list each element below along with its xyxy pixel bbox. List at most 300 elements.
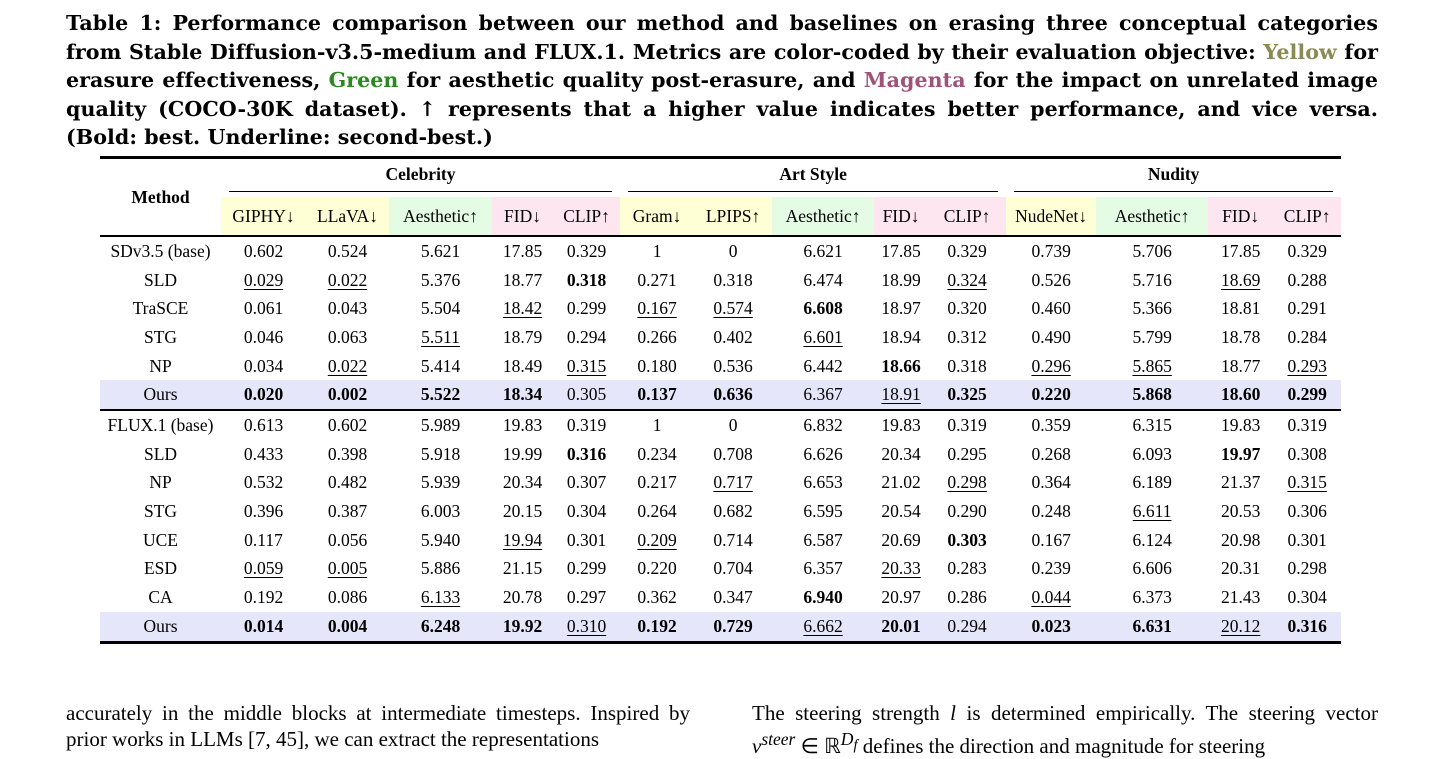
value-cell bbox=[221, 236, 306, 266]
value-text: 0.029 bbox=[243, 269, 284, 290]
value-cell bbox=[1208, 323, 1273, 352]
value-text: 0.192 bbox=[243, 587, 284, 608]
value-cell bbox=[221, 352, 306, 381]
value-text: 0.298 bbox=[947, 472, 987, 493]
value-cell bbox=[1006, 410, 1096, 440]
metric-header: Gram↓ bbox=[620, 197, 694, 236]
value-cell bbox=[306, 526, 389, 555]
value-text: 5.799 bbox=[1132, 326, 1172, 347]
value-text: 6.357 bbox=[803, 558, 843, 579]
value-cell bbox=[553, 612, 620, 642]
value-cell bbox=[928, 236, 1006, 266]
value-cell bbox=[306, 469, 389, 498]
value-text: 0.268 bbox=[1031, 443, 1071, 464]
value-cell bbox=[221, 323, 306, 352]
table-row bbox=[100, 236, 1341, 266]
value-text: 0.347 bbox=[713, 587, 753, 608]
value-cell bbox=[1208, 469, 1273, 498]
method-cell: SDv3.5 (base) bbox=[110, 240, 211, 261]
value-cell bbox=[772, 497, 874, 526]
value-text: 0.294 bbox=[947, 615, 987, 636]
value-cell bbox=[1096, 526, 1208, 555]
metric-header: LPIPS↑ bbox=[694, 197, 772, 236]
value-text: 17.85 bbox=[881, 240, 921, 261]
value-cell bbox=[553, 555, 620, 584]
value-cell bbox=[1273, 440, 1341, 469]
value-text: 6.189 bbox=[1132, 472, 1172, 493]
value-text: 0.291 bbox=[1287, 298, 1327, 319]
value-text: 6.315 bbox=[1132, 414, 1172, 435]
value-text: 0.288 bbox=[1287, 269, 1327, 290]
value-cell bbox=[221, 497, 306, 526]
value-cell bbox=[694, 323, 772, 352]
value-cell bbox=[874, 469, 928, 498]
value-text: 0.005 bbox=[327, 558, 368, 579]
value-cell bbox=[1096, 497, 1208, 526]
value-text: 0.532 bbox=[243, 472, 284, 493]
value-cell bbox=[1208, 380, 1273, 410]
value-cell bbox=[221, 612, 306, 642]
value-cell bbox=[1273, 266, 1341, 295]
value-cell bbox=[772, 583, 874, 612]
value-cell bbox=[553, 266, 620, 295]
value-text: 6.093 bbox=[1132, 443, 1172, 464]
value-cell bbox=[772, 612, 874, 642]
value-text: 5.940 bbox=[420, 529, 461, 550]
value-cell bbox=[389, 266, 492, 295]
value-text: 5.865 bbox=[1132, 355, 1172, 376]
method-cell: NP bbox=[149, 355, 172, 376]
value-cell bbox=[928, 497, 1006, 526]
value-cell bbox=[389, 555, 492, 584]
group-header-art-style bbox=[620, 158, 1006, 198]
value-text: 0.295 bbox=[947, 443, 987, 464]
value-cell bbox=[874, 526, 928, 555]
table-row-ours bbox=[100, 612, 1341, 642]
value-cell bbox=[1006, 555, 1096, 584]
metric-header: GIPHY↓ bbox=[221, 197, 306, 236]
value-text: 0.602 bbox=[327, 414, 368, 435]
value-text: 0.063 bbox=[327, 326, 368, 347]
value-cell bbox=[874, 612, 928, 642]
value-text: 0.316 bbox=[1287, 615, 1327, 636]
value-cell bbox=[1006, 266, 1096, 295]
value-cell bbox=[772, 469, 874, 498]
caption-text: for aesthetic quality post-erasure, and bbox=[398, 68, 864, 93]
value-text: 0.034 bbox=[243, 355, 284, 376]
group-label: Celebrity bbox=[229, 164, 612, 192]
value-text: 6.124 bbox=[1132, 529, 1172, 550]
value-cell bbox=[874, 380, 928, 410]
value-cell bbox=[492, 236, 553, 266]
value-cell bbox=[389, 583, 492, 612]
group-label: Art Style bbox=[628, 164, 998, 192]
value-cell bbox=[928, 555, 1006, 584]
value-cell bbox=[1006, 236, 1096, 266]
value-cell bbox=[492, 294, 553, 323]
value-text: 5.989 bbox=[420, 414, 461, 435]
value-cell bbox=[1273, 380, 1341, 410]
value-cell bbox=[1208, 410, 1273, 440]
method-cell: Ours bbox=[100, 380, 221, 410]
value-cell bbox=[694, 440, 772, 469]
value-cell bbox=[874, 410, 928, 440]
metric-header-row bbox=[100, 197, 1341, 236]
value-cell bbox=[306, 352, 389, 381]
body-text-right: The steering strength l is determined empirically. The steering vector $v^{steer}$ ∈ ℝ$^{D_f}$ defines the direction and magnitude for steering bbox=[752, 701, 1378, 758]
value-cell bbox=[1208, 294, 1273, 323]
value-text: 6.601 bbox=[803, 326, 843, 347]
value-cell bbox=[492, 266, 553, 295]
value-cell bbox=[492, 323, 553, 352]
value-text: 21.02 bbox=[881, 472, 921, 493]
group-header-nudity bbox=[1006, 158, 1341, 198]
table-row bbox=[100, 410, 1341, 440]
value-text: 0.362 bbox=[637, 587, 677, 608]
value-text: 0.023 bbox=[1031, 615, 1071, 636]
value-text: 6.367 bbox=[803, 384, 843, 405]
value-cell bbox=[772, 352, 874, 381]
value-text: 0.020 bbox=[243, 384, 284, 405]
value-cell bbox=[620, 352, 694, 381]
value-cell bbox=[1006, 612, 1096, 642]
value-cell bbox=[1208, 612, 1273, 642]
value-cell bbox=[694, 410, 772, 440]
value-text: 0.319 bbox=[1287, 414, 1327, 435]
value-cell bbox=[772, 555, 874, 584]
value-cell bbox=[620, 236, 694, 266]
value-text: 0.329 bbox=[566, 240, 607, 261]
value-cell bbox=[772, 266, 874, 295]
value-cell bbox=[306, 440, 389, 469]
value-cell bbox=[553, 236, 620, 266]
method-cell: TraSCE bbox=[132, 298, 189, 319]
value-cell bbox=[492, 440, 553, 469]
value-cell bbox=[1096, 612, 1208, 642]
value-cell bbox=[221, 583, 306, 612]
value-text: 19.83 bbox=[1220, 414, 1261, 435]
value-cell bbox=[1096, 236, 1208, 266]
value-text: 6.474 bbox=[803, 269, 843, 290]
value-text: 0.234 bbox=[637, 443, 677, 464]
value-text: 6.595 bbox=[803, 501, 843, 522]
value-text: 18.66 bbox=[881, 355, 921, 376]
metric-header: FID↓ bbox=[492, 197, 553, 236]
value-text: 0.046 bbox=[243, 326, 284, 347]
value-text: 18.49 bbox=[502, 355, 543, 376]
table-row bbox=[100, 266, 1341, 295]
value-text: 0.316 bbox=[566, 443, 607, 464]
value-text: 0.271 bbox=[637, 269, 677, 290]
value-text: 0.482 bbox=[327, 472, 368, 493]
value-cell bbox=[389, 526, 492, 555]
value-text: 0.299 bbox=[1287, 384, 1327, 405]
value-cell bbox=[928, 352, 1006, 381]
value-cell bbox=[928, 323, 1006, 352]
value-text: 0.717 bbox=[713, 472, 753, 493]
value-cell bbox=[1208, 266, 1273, 295]
value-text: 20.34 bbox=[881, 443, 921, 464]
value-cell bbox=[389, 236, 492, 266]
value-text: 20.15 bbox=[502, 501, 543, 522]
value-cell bbox=[1208, 440, 1273, 469]
value-text: 0.239 bbox=[1031, 558, 1071, 579]
value-text: 0.387 bbox=[327, 501, 368, 522]
value-text: 5.376 bbox=[420, 269, 461, 290]
value-cell bbox=[1273, 410, 1341, 440]
value-cell bbox=[492, 497, 553, 526]
value-text: 6.662 bbox=[803, 615, 843, 636]
value-text: 0.022 bbox=[327, 269, 368, 290]
value-text: 0.613 bbox=[243, 414, 284, 435]
value-cell bbox=[221, 380, 306, 410]
value-text: 0.296 bbox=[1031, 355, 1071, 376]
value-cell bbox=[874, 266, 928, 295]
value-text: 0.329 bbox=[947, 240, 987, 261]
value-text: 5.511 bbox=[421, 326, 460, 347]
value-text: 0.526 bbox=[1031, 269, 1071, 290]
value-cell bbox=[874, 555, 928, 584]
value-text: 19.92 bbox=[502, 615, 543, 636]
value-cell bbox=[620, 294, 694, 323]
value-text: 21.37 bbox=[1220, 472, 1261, 493]
caption-text: for erasure effectiveness, bbox=[66, 39, 1378, 93]
table-row bbox=[100, 294, 1341, 323]
value-cell bbox=[221, 294, 306, 323]
results-table bbox=[100, 156, 1341, 644]
value-text: 0.714 bbox=[713, 529, 753, 550]
value-text: 6.608 bbox=[803, 298, 843, 319]
caption-green-label: Green bbox=[328, 68, 399, 93]
value-text: 20.33 bbox=[881, 558, 921, 579]
value-text: 20.98 bbox=[1220, 529, 1261, 550]
value-cell bbox=[772, 440, 874, 469]
table-row bbox=[100, 352, 1341, 381]
value-text: 0.396 bbox=[243, 501, 284, 522]
value-text: 0.524 bbox=[327, 240, 368, 261]
table-row bbox=[100, 323, 1341, 352]
value-text: 0.137 bbox=[637, 384, 677, 405]
value-text: 18.60 bbox=[1220, 384, 1261, 405]
value-cell bbox=[620, 380, 694, 410]
value-text: 0.167 bbox=[1031, 529, 1071, 550]
value-cell bbox=[694, 294, 772, 323]
value-cell bbox=[306, 410, 389, 440]
method-cell: UCE bbox=[143, 529, 178, 550]
value-text: 0.305 bbox=[566, 384, 607, 405]
value-text: 0.729 bbox=[713, 615, 753, 636]
group-header-celebrity bbox=[221, 158, 620, 198]
value-cell bbox=[874, 497, 928, 526]
value-text: 0.286 bbox=[947, 587, 987, 608]
caption-text: for the impact on unrelated image quality (COCO-30K dataset). ↑ represents that a higher value indicates better performance, and vice versa. (Bold: best. Underline: second-best.) bbox=[66, 68, 1378, 150]
value-cell bbox=[694, 526, 772, 555]
group-label: Nudity bbox=[1014, 164, 1333, 192]
value-text: 17.85 bbox=[502, 240, 543, 261]
value-text: 0.293 bbox=[1287, 355, 1327, 376]
value-cell bbox=[1096, 440, 1208, 469]
value-cell bbox=[389, 612, 492, 642]
value-cell bbox=[553, 323, 620, 352]
value-text: 18.79 bbox=[502, 326, 543, 347]
value-text: 0.043 bbox=[327, 298, 368, 319]
value-cell bbox=[1006, 352, 1096, 381]
value-text: 0.248 bbox=[1031, 501, 1071, 522]
value-cell bbox=[306, 612, 389, 642]
value-text: 0.220 bbox=[637, 558, 677, 579]
value-text: 0.117 bbox=[244, 529, 283, 550]
value-text: 0.004 bbox=[327, 615, 368, 636]
value-cell bbox=[620, 583, 694, 612]
value-cell bbox=[306, 497, 389, 526]
value-text: 0.318 bbox=[566, 269, 607, 290]
value-cell bbox=[1006, 294, 1096, 323]
value-cell bbox=[620, 469, 694, 498]
table-row bbox=[100, 469, 1341, 498]
value-text: 20.53 bbox=[1220, 501, 1261, 522]
method-cell: FLUX.1 (base) bbox=[107, 414, 214, 435]
value-text: 0.264 bbox=[637, 501, 677, 522]
value-text: 18.78 bbox=[1220, 326, 1261, 347]
method-cell: STG bbox=[143, 326, 178, 347]
value-cell bbox=[389, 440, 492, 469]
value-text: 0.304 bbox=[1287, 587, 1327, 608]
method-header: Method bbox=[131, 186, 190, 207]
value-cell bbox=[928, 410, 1006, 440]
value-text: 1 bbox=[652, 414, 662, 435]
value-text: 0.217 bbox=[637, 472, 677, 493]
value-cell bbox=[389, 352, 492, 381]
value-cell bbox=[928, 583, 1006, 612]
value-cell bbox=[928, 440, 1006, 469]
metric-header: Aesthetic↑ bbox=[1096, 197, 1208, 236]
value-cell bbox=[772, 323, 874, 352]
value-cell bbox=[221, 410, 306, 440]
value-cell bbox=[694, 236, 772, 266]
value-cell bbox=[1096, 555, 1208, 584]
method-cell: SLD bbox=[143, 443, 178, 464]
value-cell bbox=[389, 380, 492, 410]
value-cell bbox=[1096, 380, 1208, 410]
value-text: 18.34 bbox=[502, 384, 543, 405]
value-text: 0.315 bbox=[1287, 472, 1327, 493]
value-text: 0.602 bbox=[243, 240, 284, 261]
value-text: 1 bbox=[652, 240, 662, 261]
value-cell bbox=[874, 352, 928, 381]
value-text: 0 bbox=[728, 240, 738, 261]
value-text: 6.626 bbox=[803, 443, 843, 464]
value-cell bbox=[389, 497, 492, 526]
value-text: 5.504 bbox=[420, 298, 461, 319]
method-cell: CA bbox=[148, 587, 173, 608]
value-text: 0.056 bbox=[327, 529, 368, 550]
value-text: 0.294 bbox=[566, 326, 607, 347]
value-text: 19.97 bbox=[1220, 443, 1261, 464]
value-text: 20.54 bbox=[881, 501, 921, 522]
value-text: 5.886 bbox=[420, 558, 461, 579]
value-text: 0.324 bbox=[947, 269, 987, 290]
value-text: 0.283 bbox=[947, 558, 987, 579]
value-text: 0.209 bbox=[637, 529, 677, 550]
results-table-wrapper bbox=[100, 156, 1341, 644]
value-cell bbox=[553, 410, 620, 440]
value-text: 18.42 bbox=[502, 298, 543, 319]
value-cell bbox=[1006, 583, 1096, 612]
value-cell bbox=[221, 266, 306, 295]
value-text: 6.606 bbox=[1132, 558, 1172, 579]
value-cell bbox=[389, 469, 492, 498]
value-cell bbox=[553, 352, 620, 381]
value-cell bbox=[1096, 352, 1208, 381]
value-text: 0.299 bbox=[566, 558, 607, 579]
table-row bbox=[100, 583, 1341, 612]
value-cell bbox=[389, 294, 492, 323]
value-text: 0.359 bbox=[1031, 414, 1071, 435]
value-cell bbox=[772, 236, 874, 266]
value-cell bbox=[1273, 612, 1341, 642]
value-cell bbox=[221, 440, 306, 469]
value-cell bbox=[772, 526, 874, 555]
value-text: 5.414 bbox=[420, 355, 461, 376]
value-cell bbox=[1208, 583, 1273, 612]
value-cell bbox=[306, 294, 389, 323]
value-cell bbox=[1006, 323, 1096, 352]
value-cell bbox=[694, 497, 772, 526]
value-text: 0.433 bbox=[243, 443, 284, 464]
value-cell bbox=[492, 410, 553, 440]
value-text: 0 bbox=[728, 414, 738, 435]
value-cell bbox=[492, 352, 553, 381]
table-body bbox=[100, 236, 1341, 642]
value-cell bbox=[1006, 469, 1096, 498]
value-cell bbox=[492, 555, 553, 584]
value-text: 18.69 bbox=[1220, 269, 1261, 290]
value-cell bbox=[1096, 469, 1208, 498]
value-cell bbox=[553, 440, 620, 469]
value-cell bbox=[1273, 294, 1341, 323]
value-cell bbox=[1096, 583, 1208, 612]
value-text: 18.97 bbox=[881, 298, 921, 319]
value-cell bbox=[772, 294, 874, 323]
value-text: 0.301 bbox=[566, 529, 607, 550]
value-text: 0.304 bbox=[566, 501, 607, 522]
value-text: 0.044 bbox=[1031, 587, 1071, 608]
value-cell bbox=[928, 612, 1006, 642]
value-text: 0.319 bbox=[566, 414, 607, 435]
value-text: 18.91 bbox=[881, 384, 921, 405]
value-cell bbox=[1273, 583, 1341, 612]
value-text: 5.918 bbox=[420, 443, 461, 464]
value-cell bbox=[694, 469, 772, 498]
value-cell bbox=[1006, 526, 1096, 555]
value-text: 0.022 bbox=[327, 355, 368, 376]
method-cell: Ours bbox=[100, 612, 221, 642]
value-text: 0.315 bbox=[566, 355, 607, 376]
value-cell bbox=[221, 526, 306, 555]
value-text: 5.522 bbox=[420, 384, 461, 405]
value-text: 0.308 bbox=[1287, 443, 1327, 464]
value-cell bbox=[306, 323, 389, 352]
value-text: 0.180 bbox=[637, 355, 677, 376]
value-text: 6.133 bbox=[420, 587, 461, 608]
value-cell bbox=[306, 236, 389, 266]
value-cell bbox=[874, 323, 928, 352]
value-text: 0.318 bbox=[713, 269, 753, 290]
value-text: 0.192 bbox=[637, 615, 677, 636]
value-text: 0.290 bbox=[947, 501, 987, 522]
value-cell bbox=[306, 266, 389, 295]
body-text-right-column bbox=[752, 700, 1378, 759]
